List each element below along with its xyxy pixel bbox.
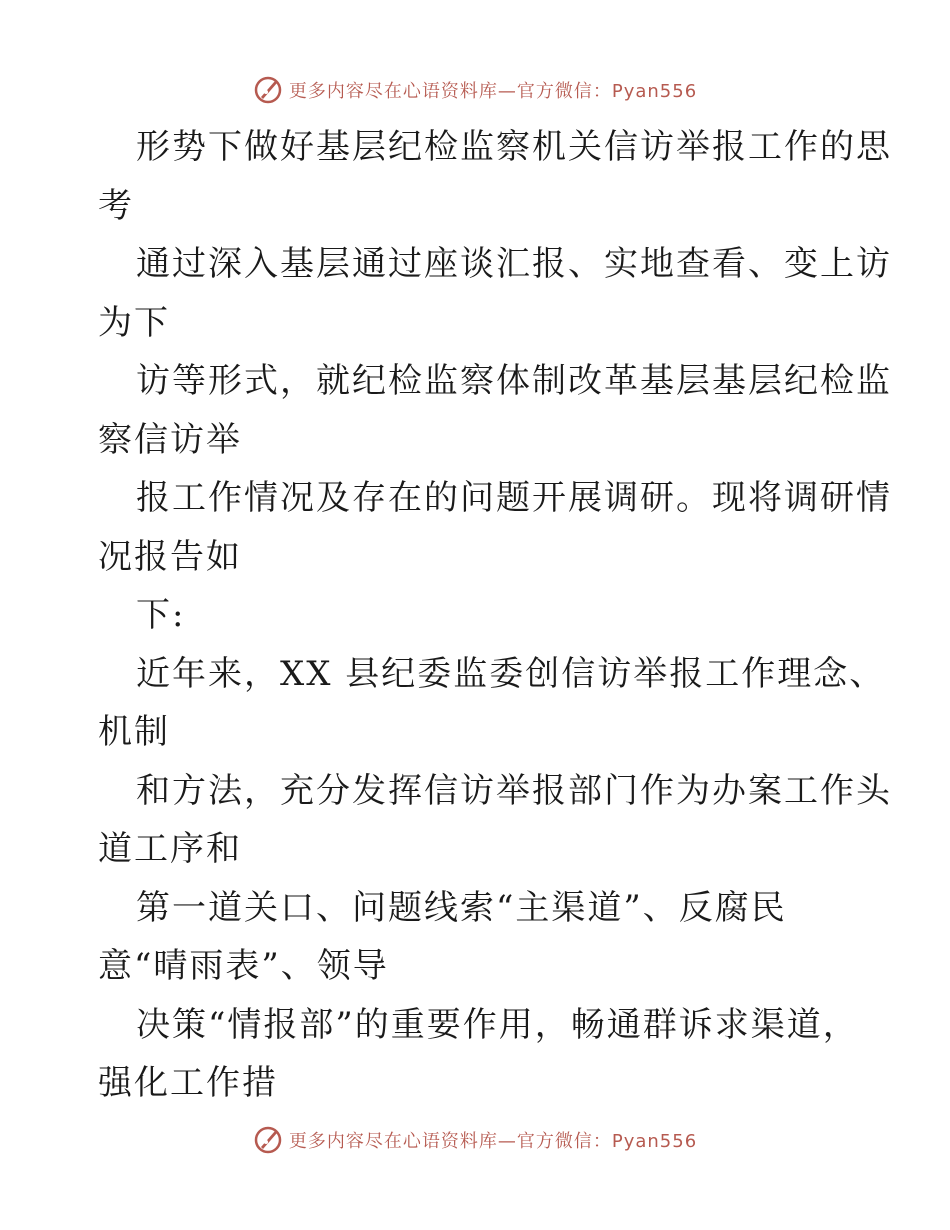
body-line: 道工序和	[98, 829, 242, 869]
footer-banner-text: 更多内容尽在心语资料库—官方微信：Pyan556	[288, 1131, 698, 1152]
body-line: 和方法，充分发挥信访举报部门作为办案工作头	[136, 770, 892, 811]
body-line: 意“晴雨表”、领导	[98, 946, 389, 986]
body-line: 况报告如	[98, 536, 242, 577]
document-body	[98, 118, 892, 1113]
body-line: 察信访举	[98, 419, 242, 460]
quill-seal-icon	[253, 75, 283, 105]
body-line: 形势下做好基层纪检监察机关信访举报工作的思	[136, 127, 892, 167]
footer-watermark-banner	[0, 1120, 950, 1160]
header-banner-text: 更多内容尽在心语资料库—官方微信：Pyan556	[288, 81, 698, 102]
body-line: 近年来，XX 县纪委监委创信访举报工作理念、	[136, 653, 886, 694]
body-line: 强化工作措	[98, 1063, 278, 1103]
body-line: 为下	[98, 302, 170, 343]
body-line: 机制	[98, 712, 170, 752]
body-line: 第一道关口、问题线索“主渠道”、反腐民	[136, 887, 787, 928]
body-line: 下:	[136, 595, 186, 635]
header-watermark-banner	[0, 70, 950, 110]
quill-seal-icon	[253, 1125, 283, 1155]
body-line: 报工作情况及存在的问题开展调研。现将调研情	[136, 478, 892, 518]
body-line: 通过深入基层通过座谈汇报、实地查看、变上访	[136, 244, 892, 284]
body-line: 访等形式，就纪检监察体制改革基层基层纪检监	[136, 361, 892, 401]
body-line: 决策“情报部”的重要作用，畅通群诉求渠道，	[136, 1004, 859, 1045]
body-line: 考	[98, 185, 134, 226]
